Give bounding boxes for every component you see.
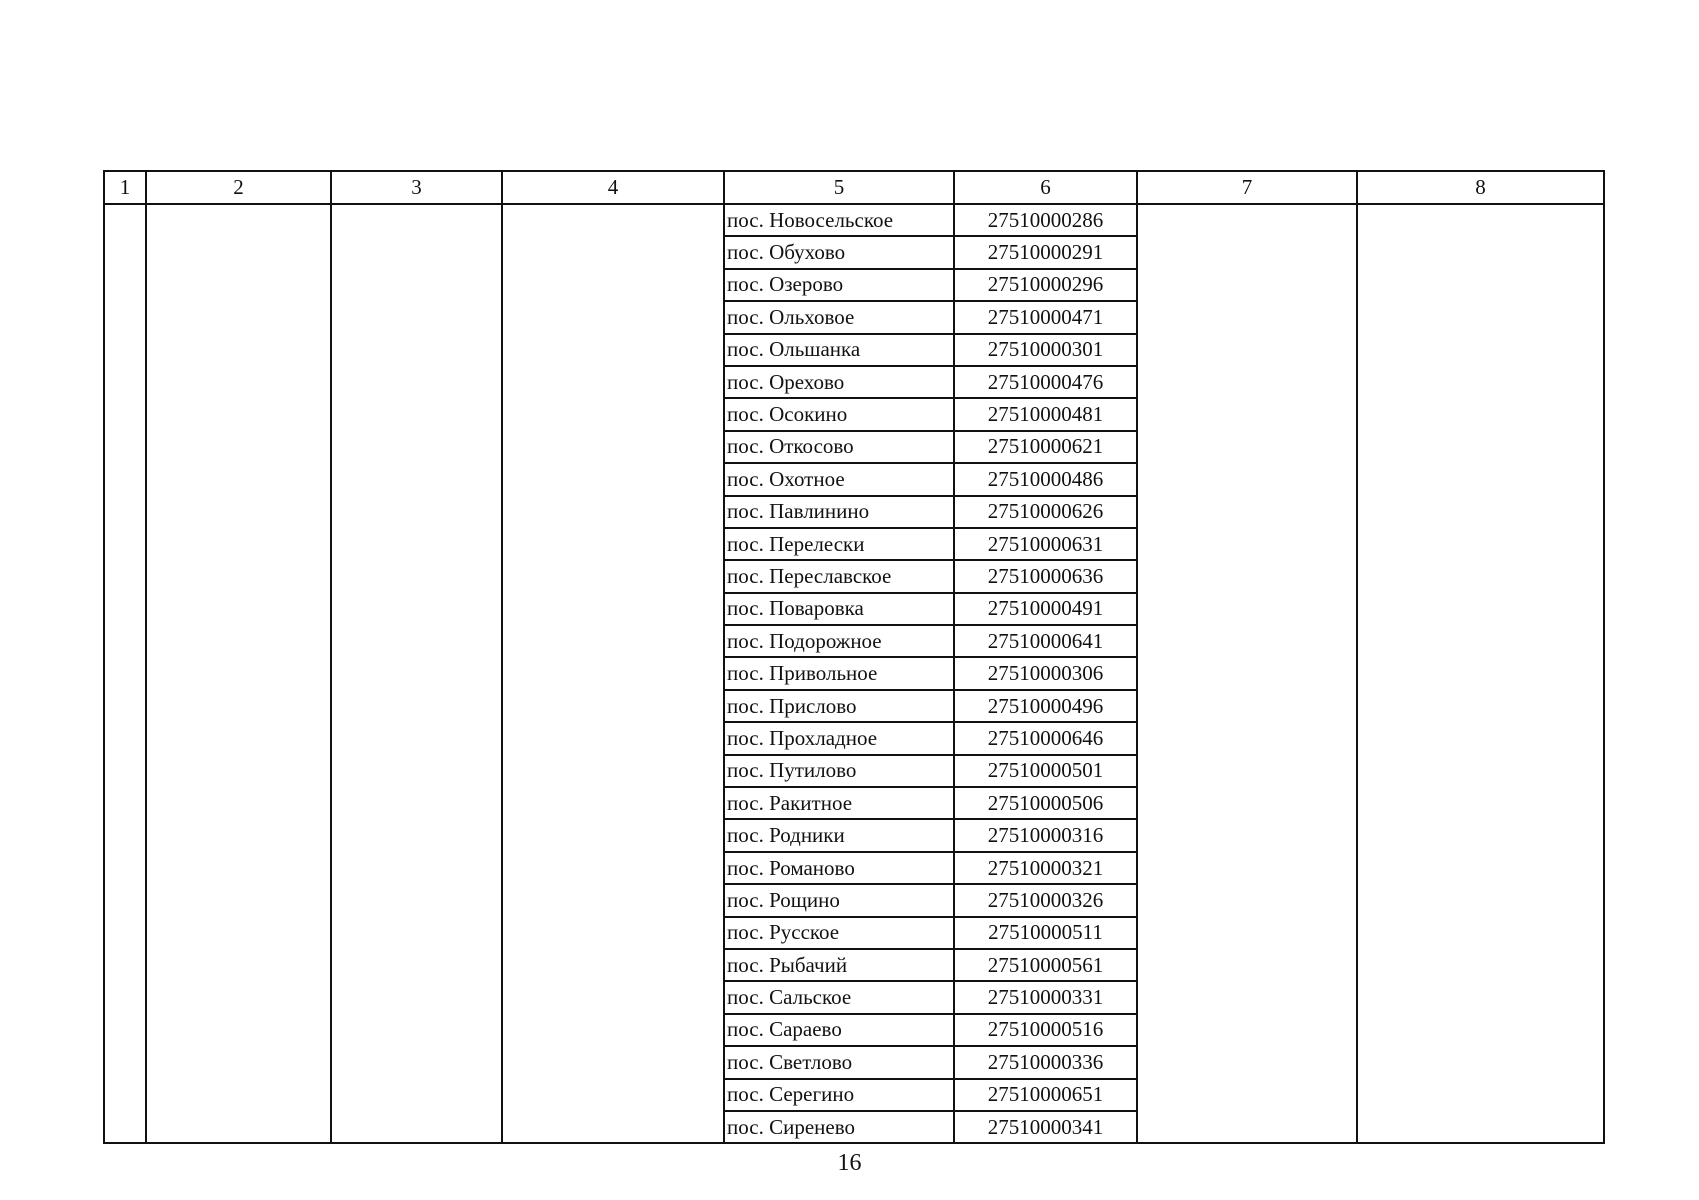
settlement-name: пос. Перелески (724, 528, 954, 560)
settlement-code: 27510000321 (954, 852, 1137, 884)
header-col-2: 2 (146, 171, 331, 204)
col-8-cell (1357, 204, 1604, 1143)
col-1-cell (104, 204, 146, 1143)
col-7-cell (1137, 204, 1357, 1143)
col-3-cell (331, 204, 502, 1143)
settlement-code: 27510000626 (954, 496, 1137, 528)
settlement-code: 27510000286 (954, 204, 1137, 236)
settlement-code: 27510000496 (954, 690, 1137, 722)
settlement-name: пос. Переславское (724, 560, 954, 592)
settlement-name: пос. Охотное (724, 463, 954, 495)
header-col-6: 6 (954, 171, 1137, 204)
settlement-code: 27510000296 (954, 269, 1137, 301)
settlement-name: пос. Озерово (724, 269, 954, 301)
settlement-name: пос. Поваровка (724, 593, 954, 625)
settlement-name: пос. Родники (724, 819, 954, 851)
header-row (104, 171, 1604, 204)
settlement-code: 27510000646 (954, 722, 1137, 754)
settlement-name: пос. Ракитное (724, 787, 954, 819)
settlement-name: пос. Новосельское (724, 204, 954, 236)
settlement-name: пос. Прохладное (724, 722, 954, 754)
settlement-code: 27510000651 (954, 1079, 1137, 1111)
settlement-name: пос. Обухово (724, 236, 954, 268)
settlement-name: пос. Осокино (724, 398, 954, 430)
settlement-code: 27510000491 (954, 593, 1137, 625)
settlement-code: 27510000476 (954, 366, 1137, 398)
settlement-code: 27510000341 (954, 1111, 1137, 1143)
settlement-code: 27510000331 (954, 981, 1137, 1013)
settlement-code: 27510000641 (954, 625, 1137, 657)
table-header (104, 171, 1604, 204)
settlement-name: пос. Рыбачий (724, 949, 954, 981)
settlement-code: 27510000516 (954, 1014, 1137, 1046)
settlement-name: пос. Серегино (724, 1079, 954, 1111)
settlement-code: 27510000481 (954, 398, 1137, 430)
settlement-code: 27510000506 (954, 787, 1137, 819)
settlement-code: 27510000636 (954, 560, 1137, 592)
col-4-cell (502, 204, 724, 1143)
settlement-name: пос. Павлинино (724, 496, 954, 528)
settlement-code: 27510000291 (954, 236, 1137, 268)
settlement-code: 27510000471 (954, 301, 1137, 333)
settlement-code: 27510000511 (954, 917, 1137, 949)
settlement-code: 27510000301 (954, 334, 1137, 366)
settlement-code: 27510000306 (954, 657, 1137, 689)
settlement-code: 27510000621 (954, 431, 1137, 463)
header-col-1: 1 (104, 171, 146, 204)
settlement-name: пос. Привольное (724, 657, 954, 689)
settlement-name: пос. Светлово (724, 1046, 954, 1078)
header-col-4: 4 (502, 171, 724, 204)
settlement-name: пос. Орехово (724, 366, 954, 398)
settlement-name: пос. Сиренево (724, 1111, 954, 1143)
settlements-table (103, 170, 1605, 1144)
settlement-code: 27510000561 (954, 949, 1137, 981)
settlement-name: пос. Рощино (724, 884, 954, 916)
settlement-code: 27510000326 (954, 884, 1137, 916)
header-col-8: 8 (1357, 171, 1604, 204)
header-col-5: 5 (724, 171, 954, 204)
settlement-code: 27510000501 (954, 755, 1137, 787)
table-body (104, 204, 1604, 1143)
settlement-name: пос. Откосово (724, 431, 954, 463)
settlement-name: пос. Русское (724, 917, 954, 949)
table-row (104, 204, 1604, 236)
settlement-name: пос. Романово (724, 852, 954, 884)
header-col-7: 7 (1137, 171, 1357, 204)
settlement-code: 27510000486 (954, 463, 1137, 495)
settlement-name: пос. Сараево (724, 1014, 954, 1046)
settlement-code: 27510000631 (954, 528, 1137, 560)
settlement-name: пос. Сальское (724, 981, 954, 1013)
settlement-name: пос. Путилово (724, 755, 954, 787)
settlement-name: пос. Ольховое (724, 301, 954, 333)
settlement-name: пос. Ольшанка (724, 334, 954, 366)
settlement-name: пос. Прислово (724, 690, 954, 722)
settlement-code: 27510000336 (954, 1046, 1137, 1078)
header-col-3: 3 (331, 171, 502, 204)
settlement-code: 27510000316 (954, 819, 1137, 851)
page-number: 16 (837, 1150, 862, 1176)
col-2-cell (146, 204, 331, 1143)
settlement-name: пос. Подорожное (724, 625, 954, 657)
